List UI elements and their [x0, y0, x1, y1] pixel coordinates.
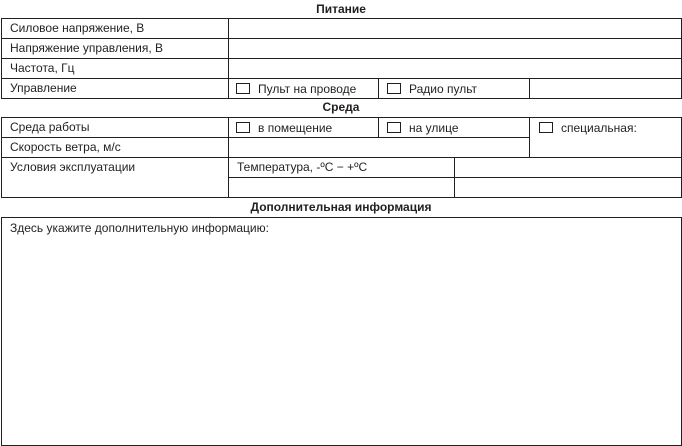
- special-checkbox[interactable]: [539, 122, 553, 133]
- operating-conditions-label: Условия эксплуатации: [1, 157, 229, 198]
- power-voltage-field[interactable]: [228, 18, 682, 39]
- frequency-label: Частота, Гц: [1, 58, 229, 79]
- outdoor-label: на улице: [409, 120, 459, 135]
- section-title-extra: Дополнительная информация: [250, 200, 432, 214]
- conditions-field-3[interactable]: [454, 177, 682, 198]
- remote-radio-checkbox[interactable]: [387, 83, 401, 94]
- outdoor-checkbox[interactable]: [387, 122, 401, 133]
- control-extra-field[interactable]: [529, 78, 682, 99]
- remote-radio-label: Радио пульт: [409, 81, 478, 96]
- remote-wired-option[interactable]: [228, 78, 379, 99]
- conditions-field-2[interactable]: [228, 177, 455, 198]
- control-type-label: Управление: [1, 78, 229, 99]
- additional-info-area[interactable]: [1, 217, 682, 446]
- indoor-label: в помещение: [258, 120, 333, 135]
- remote-wired-checkbox[interactable]: [236, 83, 250, 94]
- temperature-label: Температура, -ºC − +ºC: [228, 157, 455, 178]
- remote-wired-label: Пульт на проводе: [258, 81, 357, 96]
- special-label: специальная:: [561, 120, 637, 135]
- conditions-field-1[interactable]: [454, 157, 682, 178]
- indoor-option[interactable]: [228, 117, 379, 138]
- indoor-checkbox[interactable]: [236, 122, 250, 133]
- wind-speed-label: Скорость ветра, м/с: [1, 137, 229, 158]
- wind-speed-field[interactable]: [228, 137, 530, 158]
- power-voltage-label: Силовое напряжение, В: [1, 18, 229, 39]
- control-voltage-field[interactable]: [228, 38, 682, 59]
- frequency-field[interactable]: [228, 58, 682, 79]
- section-title-environment: Среда: [322, 100, 360, 114]
- remote-radio-option[interactable]: [378, 78, 530, 99]
- work-env-label: Среда работы: [1, 117, 229, 138]
- additional-info-prompt: Здесь укажите дополнительную информацию:: [10, 221, 269, 235]
- section-title-power: Питание: [316, 2, 366, 16]
- outdoor-option[interactable]: [378, 117, 530, 138]
- control-voltage-label: Напряжение управления, В: [1, 38, 229, 59]
- special-option[interactable]: [529, 117, 682, 158]
